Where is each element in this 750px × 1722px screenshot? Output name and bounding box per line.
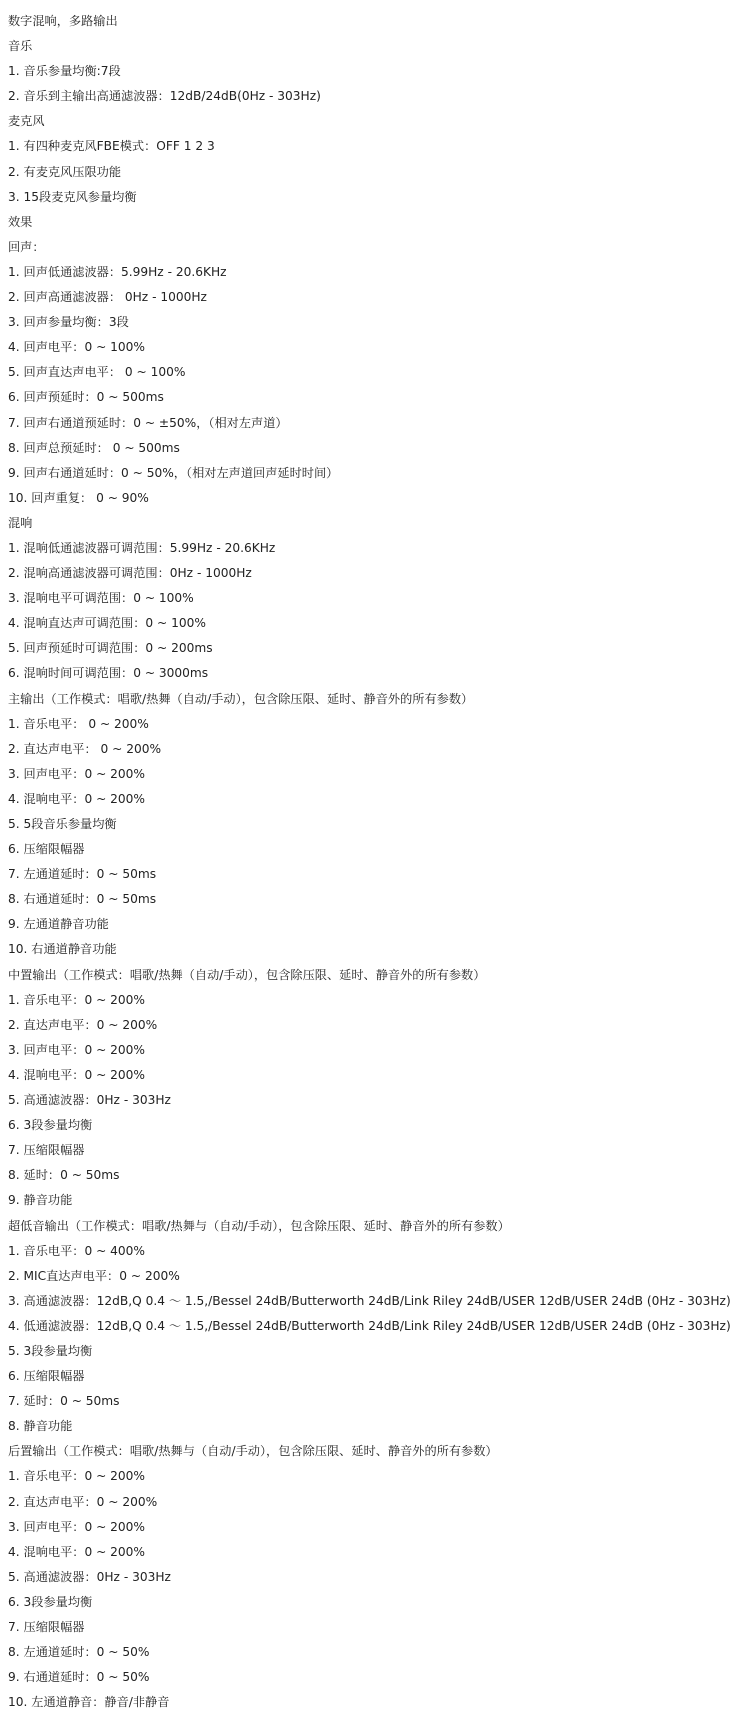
list-item: 1. 有四种麦克风FBE模式：OFF 1 2 3 — [8, 139, 215, 154]
list-item: 5. 回声直达声电平： 0 ~ 100% — [8, 365, 186, 380]
list-item: 6. 回声预延时：0 ~ 500ms — [8, 390, 164, 405]
list-item: 1. 音乐参量均衡:7段 — [8, 64, 121, 79]
list-item: 4. 混响电平：0 ~ 200% — [8, 1544, 145, 1559]
section-heading-rear-output: 后置输出（工作模式：唱歌/热舞与（自动/手动），包含除压限、延时、静音外的所有参数） — [8, 1444, 498, 1459]
list-item: 5. 回声预延时可调范围：0 ~ 200ms — [8, 641, 213, 656]
list-item: 4. 混响电平：0 ~ 200% — [8, 1067, 145, 1082]
list-item: 4. 低通滤波器：12dB,Q 0.4 ～ 1.5,/Bessel 24dB/Butterworth 24dB/Link Riley 24dB/USER 12dB/USER 24dB (0Hz - 303Hz) — [8, 1318, 731, 1333]
list-item: 2. 直达声电平：0 ~ 200% — [8, 1494, 158, 1509]
list-item: 8. 回声总预延时： 0 ~ 500ms — [8, 440, 180, 455]
list-item: 1. 回声低通滤波器：5.99Hz - 20.6KHz — [8, 264, 227, 279]
spec-document — [8, 9, 744, 1715]
list-item: 1. 音乐电平：0 ~ 200% — [8, 992, 145, 1007]
list-item: 8. 延时：0 ~ 50ms — [8, 1168, 120, 1183]
list-item: 9. 静音功能 — [8, 1193, 73, 1208]
list-item: 6. 混响时间可调范围：0 ~ 3000ms — [8, 666, 209, 681]
list-item: 2. 直达声电平： 0 ~ 200% — [8, 741, 162, 756]
list-item: 3. 高通滤波器：12dB,Q 0.4 ～ 1.5,/Bessel 24dB/Butterworth 24dB/Link Riley 24dB/USER 12dB/USER 24dB (0Hz - 303Hz) — [8, 1293, 731, 1308]
list-item: 4. 混响直达声可调范围：0 ~ 100% — [8, 616, 206, 631]
list-item: 2. 直达声电平：0 ~ 200% — [8, 1017, 158, 1032]
list-item: 4. 混响电平：0 ~ 200% — [8, 791, 145, 806]
list-item: 3. 回声电平：0 ~ 200% — [8, 1519, 145, 1534]
list-item: 8. 静音功能 — [8, 1419, 73, 1434]
list-item: 10. 左通道静音：静音/非静音 — [8, 1695, 170, 1710]
subsection-heading-reverb: 混响 — [8, 515, 33, 530]
list-item: 3. 回声参量均衡：3段 — [8, 315, 129, 330]
list-item: 3. 回声电平：0 ~ 200% — [8, 766, 145, 781]
list-item: 8. 左通道延时：0 ~ 50% — [8, 1645, 150, 1660]
list-item: 10. 回声重复： 0 ~ 90% — [8, 490, 149, 505]
list-item: 3. 混响电平可调范围：0 ~ 100% — [8, 591, 194, 606]
doc-title: 数字混响，多路输出 — [8, 14, 118, 28]
list-item: 1. 音乐电平：0 ~ 200% — [8, 1469, 145, 1484]
list-item: 7. 压缩限幅器 — [8, 1620, 85, 1634]
section-heading-subwoofer-output: 超低音输出（工作模式：唱歌/热舞与（自动/手动），包含除压限、延时、静音外的所有参数） — [8, 1218, 510, 1233]
list-item: 8. 右通道延时：0 ~ 50ms — [8, 892, 157, 907]
list-item: 4. 回声电平：0 ~ 100% — [8, 340, 145, 355]
list-item: 2. 有麦克风压限功能 — [8, 164, 122, 179]
section-heading-center-output: 中置输出（工作模式：唱歌/热舞（自动/手动），包含除压限、延时、静音外的所有参数） — [8, 967, 486, 982]
list-item: 1. 混响低通滤波器可调范围：5.99Hz - 20.6KHz — [8, 540, 276, 555]
list-item: 6. 压缩限幅器 — [8, 842, 85, 857]
list-item: 2. MIC直达声电平：0 ~ 200% — [8, 1268, 180, 1283]
list-item: 5. 5段音乐参量均衡 — [8, 817, 117, 831]
section-heading-microphone: 麦克风 — [8, 114, 45, 129]
list-item: 9. 右通道延时：0 ~ 50% — [8, 1670, 150, 1685]
list-item: 5. 高通滤波器：0Hz - 303Hz — [8, 1569, 171, 1584]
section-heading-effects: 效果 — [8, 214, 33, 229]
list-item: 2. 回声高通滤波器： 0Hz - 1000Hz — [8, 290, 207, 305]
list-item: 7. 延时：0 ~ 50ms — [8, 1394, 120, 1409]
list-item: 10. 右通道静音功能 — [8, 942, 117, 957]
list-item: 1. 音乐电平： 0 ~ 200% — [8, 716, 149, 731]
subsection-heading-echo: 回声： — [8, 239, 45, 254]
section-heading-music: 音乐 — [8, 39, 33, 54]
list-item: 6. 压缩限幅器 — [8, 1369, 85, 1384]
list-item: 9. 左通道静音功能 — [8, 917, 109, 932]
list-item: 1. 音乐电平：0 ~ 400% — [8, 1243, 145, 1258]
section-heading-main-output: 主输出（工作模式：唱歌/热舞（自动/手动），包含除压限、延时、静音外的所有参数） — [8, 691, 474, 706]
list-item: 5. 3段参量均衡 — [8, 1343, 93, 1358]
list-item: 6. 3段参量均衡 — [8, 1594, 93, 1609]
list-item: 5. 高通滤波器：0Hz - 303Hz — [8, 1093, 171, 1108]
list-item: 6. 3段参量均衡 — [8, 1118, 93, 1133]
list-item: 3. 15段麦克风参量均衡 — [8, 189, 137, 204]
list-item: 2. 音乐到主输出高通滤波器：12dB/24dB(0Hz - 303Hz) — [8, 89, 321, 104]
list-item: 2. 混响高通滤波器可调范围：0Hz - 1000Hz — [8, 566, 252, 581]
list-item: 7. 压缩限幅器 — [8, 1143, 85, 1158]
list-item: 3. 回声电平：0 ~ 200% — [8, 1042, 145, 1057]
list-item: 7. 回声右通道预延时：0 ~ ±50%，（相对左声道） — [8, 415, 288, 430]
list-item: 7. 左通道延时：0 ~ 50ms — [8, 867, 157, 882]
list-item: 9. 回声右通道延时：0 ~ 50%，（相对左声道回声延时时间） — [8, 465, 339, 480]
